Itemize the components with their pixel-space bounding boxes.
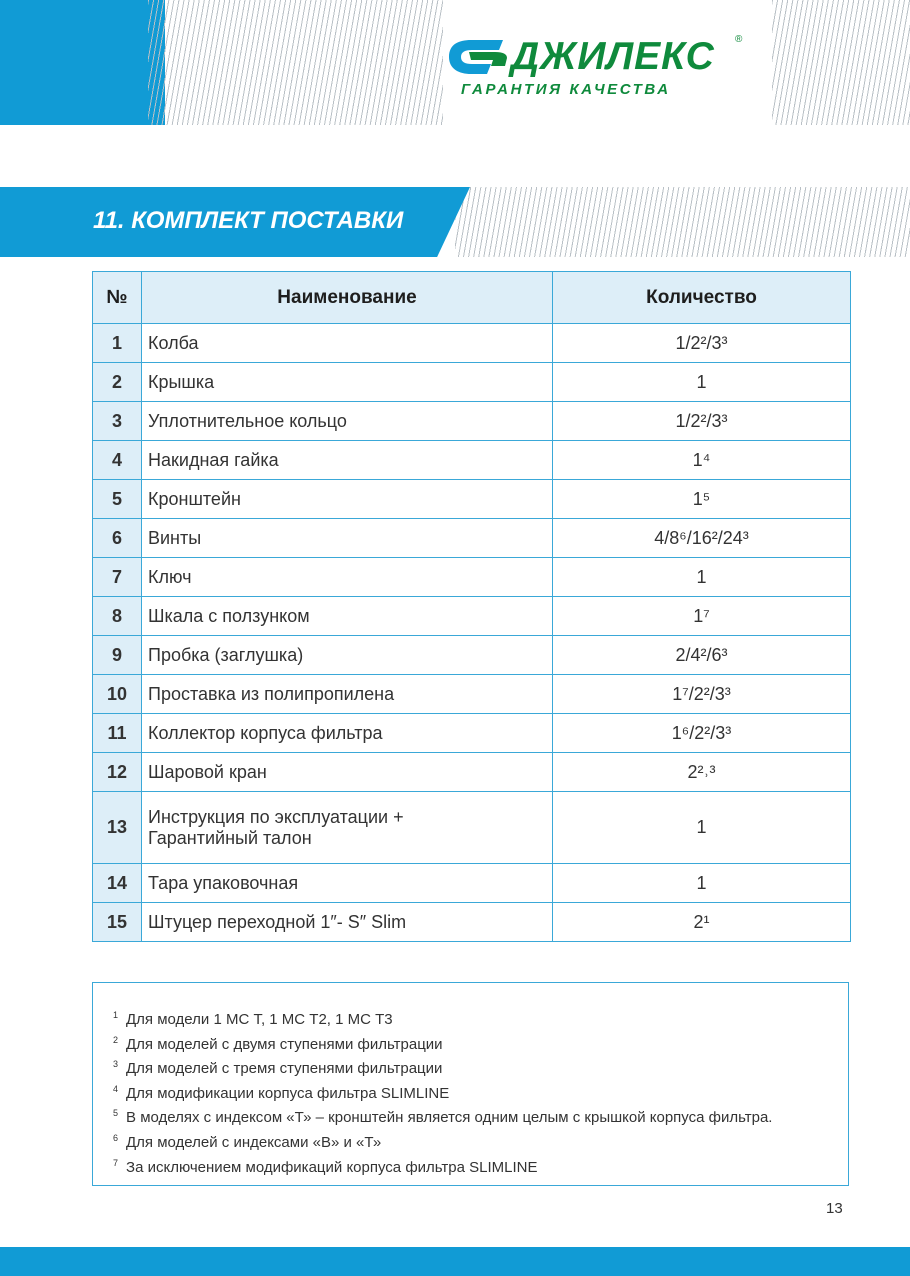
brand-tagline: ГАРАНТИЯ КАЧЕСТВА <box>461 81 671 98</box>
row-name: Кронштейн <box>142 480 553 519</box>
footnote-text: В моделях с индексом «Т» – кронштейн является одним целым с крышкой корпуса фильтра. <box>126 1109 773 1127</box>
section-title: 11. КОМПЛЕКТ ПОСТАВКИ <box>93 207 404 234</box>
footnote <box>113 1028 848 1053</box>
row-name: Тара упаковочная <box>142 864 553 903</box>
row-qty: 1⁴ <box>553 441 851 480</box>
row-num: 8 <box>93 597 142 636</box>
footnote-mark: 6 <box>113 1132 119 1143</box>
row-qty: 4/8⁶/16²/24³ <box>553 519 851 558</box>
row-num: 13 <box>93 792 142 864</box>
registered-mark: ® <box>735 34 743 45</box>
table-row <box>93 636 851 675</box>
logo-mark-icon <box>445 36 511 78</box>
row-num: 11 <box>93 714 142 753</box>
section-hatch-pattern <box>455 187 910 257</box>
table-row <box>93 714 851 753</box>
footnote-text: Для моделей с индексами «В» и «Т» <box>126 1133 382 1151</box>
footnote-mark: 1 <box>113 1010 119 1020</box>
table-row <box>93 480 851 519</box>
table-row <box>93 903 851 942</box>
table-row <box>93 597 851 636</box>
footer-band <box>0 1247 910 1276</box>
table-header-row <box>93 272 851 324</box>
row-qty: 1⁶/2²/3³ <box>553 714 851 753</box>
row-name: Ключ <box>142 558 553 597</box>
row-num: 3 <box>93 402 142 441</box>
delivery-set-table <box>92 271 851 942</box>
footnote <box>113 1077 848 1102</box>
header-qty: Количество <box>553 272 851 324</box>
row-name: Винты <box>142 519 553 558</box>
row-qty: 1⁷/2²/3³ <box>553 675 851 714</box>
footnotes-box <box>92 982 849 1186</box>
table-row <box>93 519 851 558</box>
brand-logo <box>445 36 745 100</box>
footnote-mark: 2 <box>113 1034 119 1045</box>
table-row <box>93 753 851 792</box>
row-qty: 2²˒³ <box>553 753 851 792</box>
row-num: 9 <box>93 636 142 675</box>
row-name: Крышка <box>142 363 553 402</box>
footnote-mark: 7 <box>113 1157 119 1168</box>
row-num: 1 <box>93 324 142 363</box>
footnote <box>113 1126 848 1151</box>
footnote <box>113 1003 848 1028</box>
row-name-line2: Гарантийный талон <box>148 827 312 848</box>
row-num: 15 <box>93 903 142 942</box>
footnote-mark: 4 <box>113 1083 119 1094</box>
row-name: Накидная гайка <box>142 441 553 480</box>
table-row <box>93 402 851 441</box>
row-num: 10 <box>93 675 142 714</box>
footnote-text: Для моделей с тремя ступенями фильтрации <box>126 1060 443 1078</box>
footnote-mark: 5 <box>113 1108 119 1119</box>
brand-name: ДЖИЛЕКС <box>511 35 715 78</box>
footnote <box>113 1052 848 1077</box>
table-row <box>93 558 851 597</box>
footnote <box>113 1101 848 1126</box>
header-hatch-pattern-right <box>772 0 910 125</box>
row-qty: 1⁵ <box>553 480 851 519</box>
row-qty: 1/2²/3³ <box>553 324 851 363</box>
row-name: Уплотнительное кольцо <box>142 402 553 441</box>
row-name-line1: Инструкция по эксплуатации + <box>148 806 404 827</box>
row-name: Пробка (заглушка) <box>142 636 553 675</box>
table-row <box>93 363 851 402</box>
row-name: Штуцер переходной 1″- S″ Slim <box>142 903 553 942</box>
row-num: 5 <box>93 480 142 519</box>
row-qty: 1 <box>553 363 851 402</box>
row-name: Коллектор корпуса фильтра <box>142 714 553 753</box>
footnote-text: Для модели 1 МС Т, 1 МС Т2, 1 МС Т3 <box>126 1011 393 1028</box>
row-name: Колба <box>142 324 553 363</box>
row-qty: 1 <box>553 792 851 864</box>
header-num: № <box>93 272 142 324</box>
row-num: 4 <box>93 441 142 480</box>
row-num: 12 <box>93 753 142 792</box>
header-hatch-pattern <box>148 0 443 125</box>
header-name: Наименование <box>142 272 553 324</box>
table-row <box>93 675 851 714</box>
footnote-text: Для модификации корпуса фильтра SLIMLINE <box>126 1084 450 1102</box>
footnote-text: За исключением модификаций корпуса фильтра SLIMLINE <box>126 1158 538 1176</box>
table-row <box>93 441 851 480</box>
header-blue-block <box>0 0 165 125</box>
row-qty: 1 <box>553 864 851 903</box>
row-num: 14 <box>93 864 142 903</box>
row-name: Проставка из полипропилена <box>142 675 553 714</box>
page-number: 13 <box>826 1200 843 1217</box>
row-num: 6 <box>93 519 142 558</box>
table-row <box>93 324 851 363</box>
row-num: 7 <box>93 558 142 597</box>
row-qty: 1⁷ <box>553 597 851 636</box>
row-name <box>142 792 553 864</box>
row-qty: 1/2²/3³ <box>553 402 851 441</box>
row-qty: 2/4²/6³ <box>553 636 851 675</box>
row-num: 2 <box>93 363 142 402</box>
row-qty: 1 <box>553 558 851 597</box>
row-name: Шаровой кран <box>142 753 553 792</box>
row-qty: 2¹ <box>553 903 851 942</box>
table-row <box>93 792 851 864</box>
footnote <box>113 1151 848 1176</box>
table-row <box>93 864 851 903</box>
row-name: Шкала с ползунком <box>142 597 553 636</box>
footnote-text: Для моделей с двумя ступенями фильтрации <box>126 1035 443 1053</box>
footnote-mark: 3 <box>113 1059 119 1070</box>
